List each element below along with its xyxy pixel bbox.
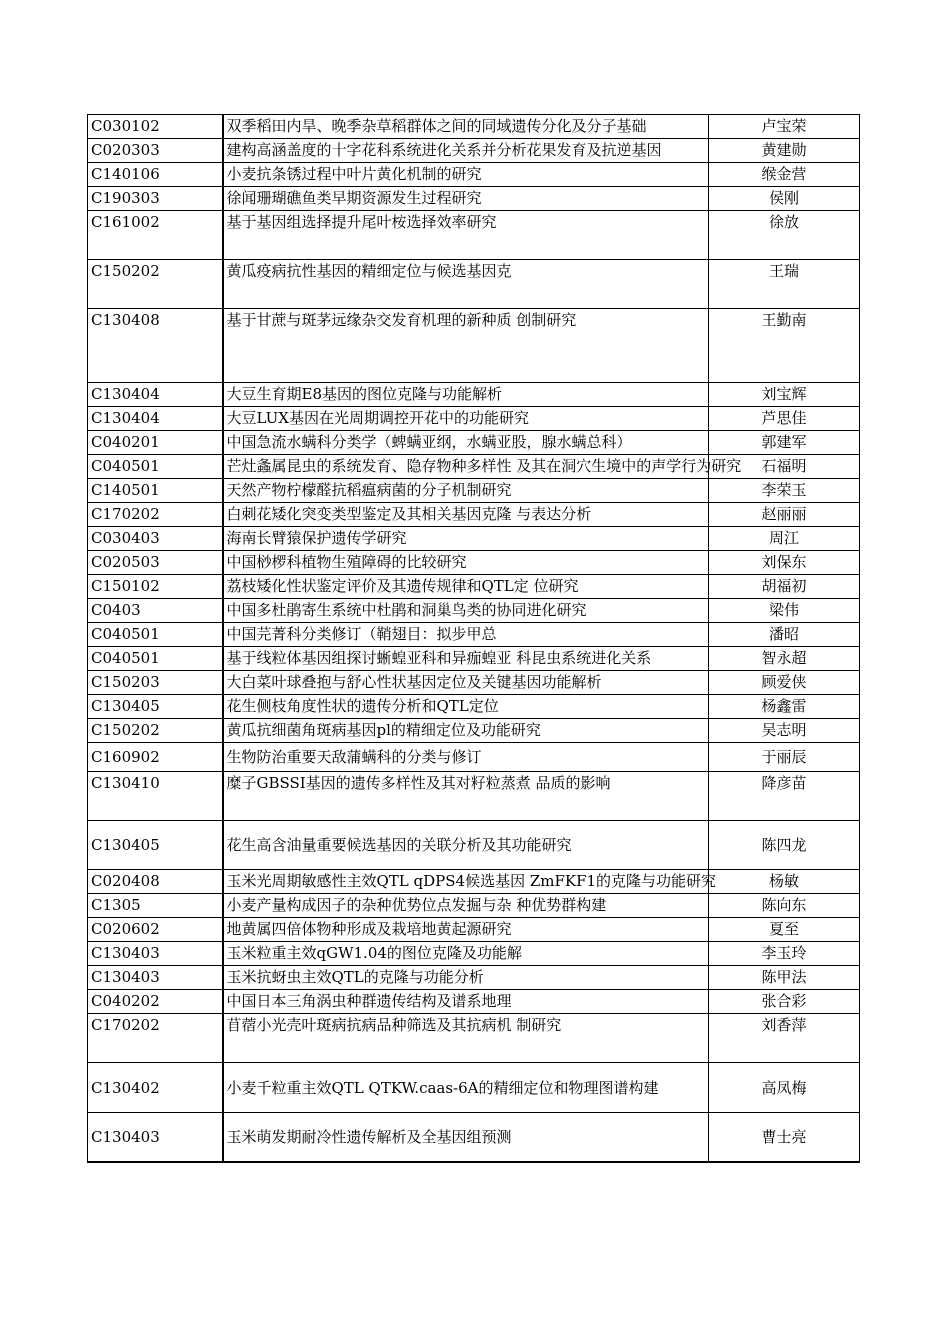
table-row <box>88 260 860 309</box>
name-cell: 张合彩 <box>709 990 860 1014</box>
title-cell: 白刺花矮化突变类型鉴定及其相关基因克隆 与表达分析 <box>223 503 709 527</box>
title-cell: 花生侧枝角度性状的遗传分析和QTL定位 <box>223 695 709 719</box>
code-cell: C040501 <box>88 623 223 647</box>
name-cell: 陈四龙 <box>709 821 860 870</box>
title-cell: 天然产物柠檬醛抗稻瘟病菌的分子机制研究 <box>223 479 709 503</box>
table-row <box>88 942 860 966</box>
title-cell: 海南长臂猿保护遗传学研究 <box>223 527 709 551</box>
table-row <box>88 431 860 455</box>
table-row <box>88 163 860 187</box>
table-row <box>88 211 860 260</box>
name-cell: 降彦苗 <box>709 772 860 821</box>
code-cell: C190303 <box>88 187 223 211</box>
title-cell: 大豆生育期E8基因的图位克隆与功能解析 <box>223 383 709 407</box>
title-cell: 基于甘蔗与斑茅远缘杂交发育机理的新种质 创制研究 <box>223 309 709 383</box>
table-row <box>88 870 860 894</box>
title-cell: 玉米光周期敏感性主效QTL qDPS4候选基因 ZmFKF1的克隆与功能研究 <box>223 870 709 894</box>
table-row <box>88 187 860 211</box>
name-cell: 刘保东 <box>709 551 860 575</box>
name-cell: 陈甲法 <box>709 966 860 990</box>
name-cell: 刘宝辉 <box>709 383 860 407</box>
table-row <box>88 966 860 990</box>
code-cell: C130402 <box>88 1063 223 1113</box>
code-cell: C020602 <box>88 918 223 942</box>
table-row <box>88 1063 860 1113</box>
name-cell: 陈向东 <box>709 894 860 918</box>
title-cell: 中国急流水螨科分类学（蜱螨亚纲，水螨亚股，腺水螨总科） <box>223 431 709 455</box>
title-cell: 荔枝矮化性状鉴定评价及其遗传规律和QTL定 位研究 <box>223 575 709 599</box>
table-row <box>88 575 860 599</box>
title-cell: 地黄属四倍体物种形成及栽培地黄起源研究 <box>223 918 709 942</box>
name-cell: 赵丽丽 <box>709 503 860 527</box>
code-cell: C130403 <box>88 966 223 990</box>
name-cell: 王勤南 <box>709 309 860 383</box>
name-cell: 芦思佳 <box>709 407 860 431</box>
table-row <box>88 115 860 139</box>
title-cell: 大豆LUX基因在光周期调控开花中的功能研究 <box>223 407 709 431</box>
title-cell: 建构高涵盖度的十字花科系统进化关系并分析花果发育及抗逆基因 <box>223 139 709 163</box>
title-cell: 中国芫菁科分类修订（鞘翅目：拟步甲总 <box>223 623 709 647</box>
table-row <box>88 479 860 503</box>
name-cell: 石福明 <box>709 455 860 479</box>
table-row <box>88 623 860 647</box>
name-cell: 曹士亮 <box>709 1113 860 1162</box>
title-cell: 玉米抗蚜虫主效QTL的克隆与功能分析 <box>223 966 709 990</box>
name-cell: 徐放 <box>709 211 860 260</box>
code-cell: C130408 <box>88 309 223 383</box>
code-cell: C150203 <box>88 671 223 695</box>
table-row <box>88 503 860 527</box>
title-cell: 双季稻田内旱、晚季杂草稻群体之间的同域遗传分化及分子基础 <box>223 115 709 139</box>
name-cell: 王瑞 <box>709 260 860 309</box>
code-cell: C1305 <box>88 894 223 918</box>
name-cell: 胡福初 <box>709 575 860 599</box>
table-row <box>88 455 860 479</box>
name-cell: 侯刚 <box>709 187 860 211</box>
code-cell: C040202 <box>88 990 223 1014</box>
title-cell: 黄瓜抗细菌角斑病基因pl的精细定位及功能研究 <box>223 719 709 743</box>
code-cell: C130404 <box>88 407 223 431</box>
name-cell: 黄建勋 <box>709 139 860 163</box>
name-cell: 卢宝荣 <box>709 115 860 139</box>
name-cell: 于丽辰 <box>709 743 860 772</box>
table-row <box>88 990 860 1014</box>
code-cell: C140501 <box>88 479 223 503</box>
name-cell: 潘昭 <box>709 623 860 647</box>
name-cell: 吴志明 <box>709 719 860 743</box>
code-cell: C130405 <box>88 821 223 870</box>
title-cell: 黄瓜疫病抗性基因的精细定位与候选基因克 <box>223 260 709 309</box>
table-row <box>88 139 860 163</box>
table-row <box>88 527 860 551</box>
title-cell: 苜蓿小光壳叶斑病抗病品种筛选及其抗病机 制研究 <box>223 1014 709 1063</box>
table-row <box>88 599 860 623</box>
code-cell: C130410 <box>88 772 223 821</box>
name-cell: 郭建军 <box>709 431 860 455</box>
code-cell: C020503 <box>88 551 223 575</box>
title-cell: 中国桫椤科植物生殖障碍的比较研究 <box>223 551 709 575</box>
table-row <box>88 647 860 671</box>
table-row <box>88 918 860 942</box>
table-body <box>88 115 860 1162</box>
title-cell: 糜子GBSSI基因的遗传多样性及其对籽粒蒸煮 品质的影响 <box>223 772 709 821</box>
table-row <box>88 309 860 383</box>
code-cell: C161002 <box>88 211 223 260</box>
name-cell: 杨鑫雷 <box>709 695 860 719</box>
code-cell: C130403 <box>88 1113 223 1162</box>
name-cell: 夏至 <box>709 918 860 942</box>
code-cell: C150202 <box>88 260 223 309</box>
table-row <box>88 772 860 821</box>
code-cell: C040501 <box>88 455 223 479</box>
table-row <box>88 671 860 695</box>
name-cell: 杨敏 <box>709 870 860 894</box>
title-cell: 小麦抗条锈过程中叶片黄化机制的研究 <box>223 163 709 187</box>
title-cell: 生物防治重要天敌蒲螨科的分类与修订 <box>223 743 709 772</box>
code-cell: C030403 <box>88 527 223 551</box>
title-cell: 玉米萌发期耐冷性遗传解析及全基因组预测 <box>223 1113 709 1162</box>
title-cell: 大白菜叶球叠抱与舒心性状基因定位及关键基因功能解析 <box>223 671 709 695</box>
project-table <box>87 114 860 1163</box>
name-cell: 梁伟 <box>709 599 860 623</box>
table-row <box>88 551 860 575</box>
name-cell: 缑金营 <box>709 163 860 187</box>
code-cell: C130404 <box>88 383 223 407</box>
title-cell: 中国多杜鹃寄生系统中杜鹃和洞巢鸟类的协同进化研究 <box>223 599 709 623</box>
title-cell: 花生高含油量重要候选基因的关联分析及其功能研究 <box>223 821 709 870</box>
code-cell: C040501 <box>88 647 223 671</box>
code-cell: C020303 <box>88 139 223 163</box>
code-cell: C150102 <box>88 575 223 599</box>
code-cell: C140106 <box>88 163 223 187</box>
code-cell: C130405 <box>88 695 223 719</box>
code-cell: C170202 <box>88 1014 223 1063</box>
table-row <box>88 695 860 719</box>
table-row <box>88 407 860 431</box>
name-cell: 周江 <box>709 527 860 551</box>
code-cell: C020408 <box>88 870 223 894</box>
table-row <box>88 743 860 772</box>
title-cell: 玉米粒重主效qGW1.04的图位克隆及功能解 <box>223 942 709 966</box>
code-cell: C130403 <box>88 942 223 966</box>
code-cell: C040201 <box>88 431 223 455</box>
name-cell: 李玉玲 <box>709 942 860 966</box>
title-cell: 基于基因组选择提升尾叶桉选择效率研究 <box>223 211 709 260</box>
table-row <box>88 1113 860 1162</box>
title-cell: 小麦产量构成因子的杂种优势位点发掘与杂 种优势群构建 <box>223 894 709 918</box>
name-cell: 智永超 <box>709 647 860 671</box>
spreadsheet-table <box>87 114 859 1163</box>
code-cell: C0403 <box>88 599 223 623</box>
title-cell: 中国日本三角涡虫种群遗传结构及谱系地理 <box>223 990 709 1014</box>
name-cell: 李荣玉 <box>709 479 860 503</box>
title-cell: 基于线粒体基因组探讨蜥蝗亚科和异痂蝗亚 科昆虫系统进化关系 <box>223 647 709 671</box>
name-cell: 顾爱侠 <box>709 671 860 695</box>
code-cell: C170202 <box>88 503 223 527</box>
code-cell: C150202 <box>88 719 223 743</box>
table-row <box>88 719 860 743</box>
title-cell: 徐闻珊瑚礁鱼类早期资源发生过程研究 <box>223 187 709 211</box>
table-row <box>88 894 860 918</box>
code-cell: C160902 <box>88 743 223 772</box>
title-cell: 小麦千粒重主效QTL QTKW.caas-6A的精细定位和物理图谱构建 <box>223 1063 709 1113</box>
table-row <box>88 1014 860 1063</box>
title-cell: 芒灶螽属昆虫的系统发育、隐存物种多样性 及其在洞穴生境中的声学行为研究 <box>223 455 709 479</box>
name-cell: 高凤梅 <box>709 1063 860 1113</box>
code-cell: C030102 <box>88 115 223 139</box>
table-row <box>88 383 860 407</box>
table-row <box>88 821 860 870</box>
name-cell: 刘香萍 <box>709 1014 860 1063</box>
